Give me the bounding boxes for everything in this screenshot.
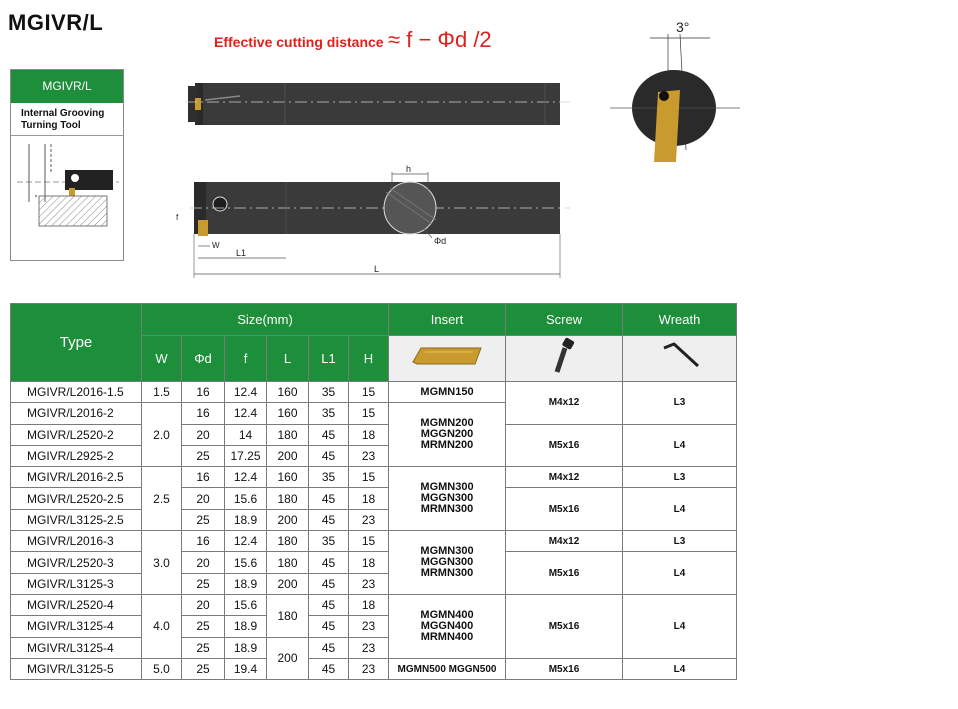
- cell-wreath: L4: [623, 552, 737, 595]
- cell-insert: MGMN150: [389, 382, 506, 403]
- cell-w: 5.0: [142, 658, 182, 679]
- cell-screw: M4x12: [506, 531, 623, 552]
- label-angle: 3°: [676, 19, 690, 35]
- table-row-type: MGIVR/L3125-5: [11, 658, 142, 679]
- cell-l1: 45: [309, 509, 349, 530]
- cell-w: 4.0: [142, 594, 182, 658]
- cell-l: 200: [267, 509, 309, 530]
- cell-wreath: L3: [623, 382, 737, 425]
- cell-d: 16: [182, 403, 225, 424]
- cell-wreath: L4: [623, 658, 737, 679]
- subheader-f: f: [225, 336, 267, 382]
- header-wreath: Wreath: [623, 304, 737, 336]
- table-row-type: MGIVR/L2016-2.5: [11, 467, 142, 488]
- cell-l1: 45: [309, 424, 349, 445]
- cell-d: 20: [182, 594, 225, 615]
- cell-l: 200: [267, 445, 309, 466]
- cell-w: 2.0: [142, 403, 182, 467]
- tool-info-card: [10, 69, 124, 261]
- cell-h: 23: [349, 445, 389, 466]
- cell-l: 180: [267, 531, 309, 552]
- table-row-type: MGIVR/L3125-2.5: [11, 509, 142, 530]
- wreath-image: [623, 336, 737, 382]
- insert-line: MGMN300: [420, 481, 474, 494]
- cell-wreath: L4: [623, 424, 737, 467]
- table-row-type: MGIVR/L2925-2: [11, 445, 142, 466]
- header-screw: Screw: [506, 304, 623, 336]
- cell-l: 160: [267, 467, 309, 488]
- card-sketch: [15, 142, 121, 258]
- table-row-type: MGIVR/L3125-4: [11, 616, 142, 637]
- cell-l: 200: [267, 637, 309, 680]
- cell-screw: M5x16: [506, 552, 623, 595]
- table-row-type: MGIVR/L2520-4: [11, 594, 142, 615]
- formula-expression: ≈ f − Φd /2: [388, 27, 492, 52]
- label-l: L: [374, 264, 380, 274]
- cell-f: 14: [225, 424, 267, 445]
- table-row-type: MGIVR/L3125-3: [11, 573, 142, 594]
- cell-d: 20: [182, 424, 225, 445]
- cell-l: 160: [267, 403, 309, 424]
- cell-wreath: L4: [623, 488, 737, 531]
- cell-h: 15: [349, 403, 389, 424]
- insert-line: MRMN300: [420, 503, 474, 516]
- table-row-type: MGIVR/L2520-2.5: [11, 488, 142, 509]
- cell-f: 18.9: [225, 616, 267, 637]
- cell-f: 19.4: [225, 658, 267, 679]
- cell-d: 20: [182, 552, 225, 573]
- cell-d: 25: [182, 509, 225, 530]
- formula-label: Effective cutting distance: [214, 34, 384, 50]
- subheader-l: L: [267, 336, 309, 382]
- insert-image: [389, 336, 506, 382]
- cell-h: 23: [349, 509, 389, 530]
- cell-d: 16: [182, 467, 225, 488]
- cell-w: 1.5: [142, 382, 182, 403]
- label-l1: L1: [236, 248, 247, 258]
- card-model: MGIVR/L: [11, 70, 123, 103]
- cell-l1: 45: [309, 658, 349, 679]
- cell-f: 12.4: [225, 382, 267, 403]
- cell-h: 18: [349, 424, 389, 445]
- subheader-w: W: [142, 336, 182, 382]
- cell-d: 25: [182, 573, 225, 594]
- cell-l: 180: [267, 424, 309, 445]
- label-h: h: [406, 164, 412, 174]
- cell-h: 15: [349, 531, 389, 552]
- cell-d: 25: [182, 616, 225, 637]
- insert-line: MGGN300: [420, 556, 474, 569]
- cell-w: 3.0: [142, 531, 182, 595]
- cell-f: 18.9: [225, 573, 267, 594]
- insert-line: MRMN200: [420, 439, 474, 452]
- cell-insert: MGMN500 MGGN500: [389, 658, 506, 679]
- cell-h: 18: [349, 594, 389, 615]
- cell-l1: 45: [309, 445, 349, 466]
- cell-f: 17.25: [225, 445, 267, 466]
- cell-l: 160: [267, 382, 309, 403]
- cell-l1: 35: [309, 531, 349, 552]
- cell-f: 12.4: [225, 403, 267, 424]
- table-row-type: MGIVR/L2016-1.5: [11, 382, 142, 403]
- insert-line: MGGN400: [420, 619, 474, 632]
- cell-d: 25: [182, 445, 225, 466]
- table-row-type: MGIVR/L3125-4: [11, 637, 142, 658]
- cell-h: 23: [349, 616, 389, 637]
- table-row-type: MGIVR/L2016-3: [11, 531, 142, 552]
- cell-l: 180: [267, 488, 309, 509]
- card-description-line1: Internal Grooving: [21, 108, 105, 119]
- cell-l: 180: [267, 594, 309, 637]
- cell-w: 2.5: [142, 467, 182, 531]
- hex-key-icon: [658, 340, 702, 372]
- header-insert: Insert: [389, 304, 506, 336]
- cell-f: 15.6: [225, 552, 267, 573]
- cell-l1: 45: [309, 552, 349, 573]
- insert-line: MGMN300: [420, 545, 474, 558]
- subheader-phid: Φd: [182, 336, 225, 382]
- spec-table: [10, 303, 737, 680]
- cell-l1: 45: [309, 573, 349, 594]
- table-row-type: MGIVR/L2520-2: [11, 424, 142, 445]
- insert-blade-icon: [407, 342, 487, 370]
- cell-insert: [389, 467, 506, 531]
- cell-l1: 35: [309, 382, 349, 403]
- cell-d: 25: [182, 637, 225, 658]
- cell-h: 23: [349, 637, 389, 658]
- cell-screw: M4x12: [506, 467, 623, 488]
- insert-line: MGMN200: [420, 417, 474, 430]
- cell-insert: [389, 403, 506, 467]
- tool-top-view-drawing: [170, 162, 570, 282]
- cell-d: 16: [182, 531, 225, 552]
- page-title: MGIVR/L: [8, 10, 104, 35]
- cell-screw: M5x16: [506, 658, 623, 679]
- cell-h: 18: [349, 552, 389, 573]
- cell-l1: 45: [309, 594, 349, 615]
- cell-insert: [389, 594, 506, 658]
- cell-screw: M5x16: [506, 424, 623, 467]
- cell-f: 15.6: [225, 594, 267, 615]
- insert-line: MRMN400: [420, 630, 474, 643]
- cell-h: 15: [349, 467, 389, 488]
- label-f: f: [176, 213, 179, 222]
- tool-end-view-drawing: [606, 10, 746, 170]
- cell-insert: [389, 531, 506, 595]
- cell-f: 18.9: [225, 637, 267, 658]
- card-description: [21, 108, 104, 132]
- cell-screw: M5x16: [506, 594, 623, 658]
- screw-image: [506, 336, 623, 382]
- label-phid: Φd: [434, 236, 447, 246]
- cell-l: 200: [267, 573, 309, 594]
- cell-l: 180: [267, 552, 309, 573]
- cell-l1: 45: [309, 637, 349, 658]
- cell-f: 12.4: [225, 467, 267, 488]
- tool-side-view-drawing: [185, 78, 570, 130]
- cell-l1: 45: [309, 488, 349, 509]
- table-row-type: MGIVR/L2520-3: [11, 552, 142, 573]
- subheader-l1: L1: [309, 336, 349, 382]
- cell-l1: 35: [309, 467, 349, 488]
- cell-h: 23: [349, 573, 389, 594]
- screw-icon: [549, 336, 579, 376]
- cell-l1: 35: [309, 403, 349, 424]
- header-type: Type: [11, 304, 142, 382]
- cell-h: 23: [349, 658, 389, 679]
- cell-l1: 45: [309, 616, 349, 637]
- insert-line: MGGN300: [420, 492, 474, 505]
- header-size: Size(mm): [142, 304, 389, 336]
- cell-screw: M5x16: [506, 488, 623, 531]
- cell-f: 15.6: [225, 488, 267, 509]
- cell-h: 15: [349, 382, 389, 403]
- cell-h: 18: [349, 488, 389, 509]
- insert-line: MGMN400: [420, 608, 474, 621]
- insert-line: MRMN300: [420, 567, 474, 580]
- cell-d: 16: [182, 382, 225, 403]
- table-row-type: MGIVR/L2016-2: [11, 403, 142, 424]
- insert-line: MGGN200: [420, 428, 474, 441]
- cell-wreath: L3: [623, 531, 737, 552]
- label-w: W: [212, 241, 220, 250]
- formula: [214, 27, 492, 53]
- card-divider: [11, 135, 123, 136]
- cell-wreath: L3: [623, 467, 737, 488]
- cell-f: 18.9: [225, 509, 267, 530]
- subheader-h: H: [349, 336, 389, 382]
- card-description-line2: Turning Tool: [21, 120, 81, 131]
- cell-screw: M4x12: [506, 382, 623, 425]
- cell-d: 25: [182, 658, 225, 679]
- cell-d: 20: [182, 488, 225, 509]
- cell-f: 12.4: [225, 531, 267, 552]
- cell-wreath: L4: [623, 594, 737, 658]
